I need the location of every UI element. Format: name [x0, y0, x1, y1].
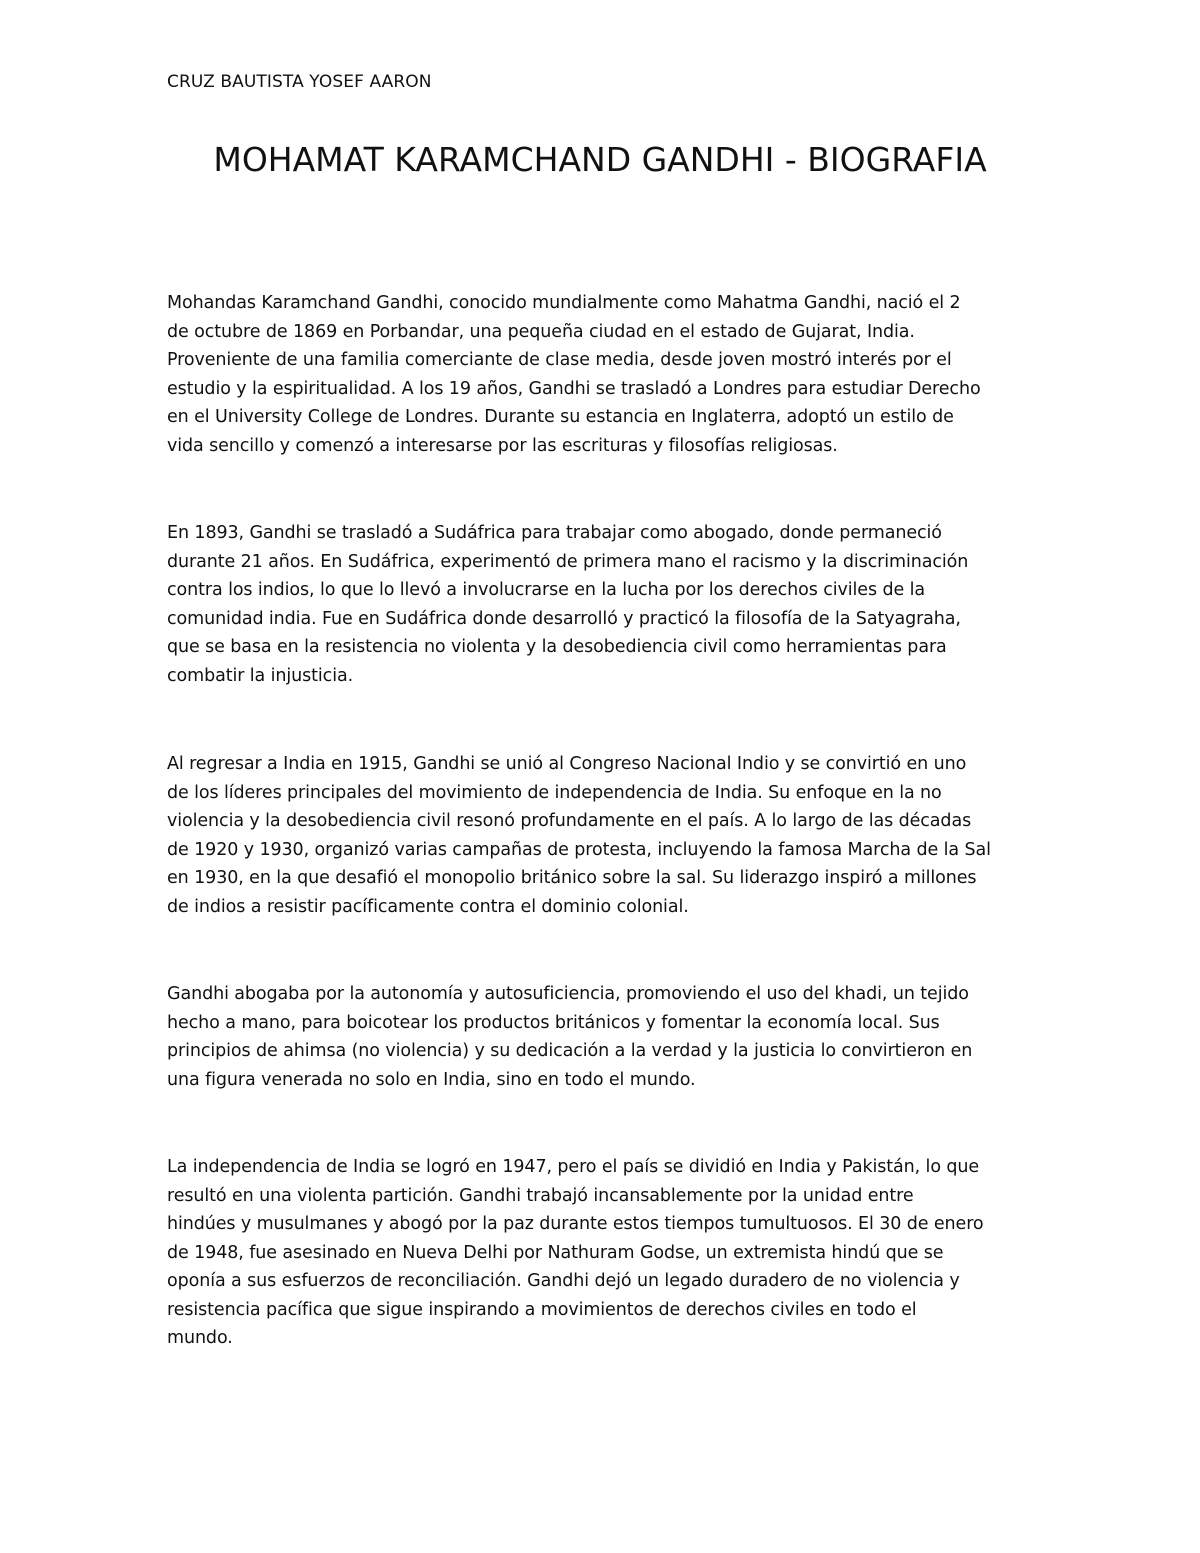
document-title: MOHAMAT KARAMCHAND GANDHI - BIOGRAFIA	[213, 140, 987, 179]
paragraph-line: combatir la injusticia.	[167, 665, 354, 686]
paragraph-line: violencia y la desobediencia civil resonó profundamente en el país. A lo largo de las décadas	[167, 811, 972, 831]
paragraph-line: Proveniente de una familia comerciante de clase media, desde joven mostró interés por el	[167, 350, 952, 370]
paragraph-line: durante 21 años. En Sudáfrica, experimentó de primera mano el racismo y la discriminación	[167, 551, 969, 572]
paragraph-line: una figura venerada no solo en India, sino en todo el mundo.	[167, 1069, 696, 1090]
author-name: CRUZ BAUTISTA YOSEF AARON	[167, 72, 432, 92]
paragraph-line: contra los indios, lo que lo llevó a involucrarse en la lucha por los derechos civiles de la	[167, 580, 925, 600]
paragraph-line: comunidad india. Fue en Sudáfrica donde desarrolló y practicó la filosofía de la Satyagraha,	[167, 608, 961, 629]
paragraph-line: hecho a mano, para boicotear los productos británicos y fomentar la economía local. Sus	[167, 1012, 940, 1033]
paragraph-line: Gandhi abogaba por la autonomía y autosuficiencia, promoviendo el uso del khadi, un tejido	[167, 984, 969, 1004]
paragraph-line: En 1893, Gandhi se trasladó a Sudáfrica para trabajar como abogado, donde permaneció	[167, 523, 942, 543]
paragraph-line: mundo.	[167, 1328, 233, 1348]
paragraph-1	[167, 289, 1047, 460]
paragraph-line: Mohandas Karamchand Gandhi, conocido mundialmente como Mahatma Gandhi, nació el 2	[167, 293, 961, 313]
paragraph-line: La independencia de India se logró en 1947, pero el país se dividió en India y Pakistán, lo que	[167, 1157, 980, 1177]
paragraph-line: de octubre de 1869 en Porbandar, una pequeña ciudad en el estado de Gujarat, India.	[167, 321, 915, 342]
paragraph-line: principios de ahimsa (no violencia) y su dedicación a la verdad y la justicia lo convirtieron en	[167, 1041, 973, 1061]
paragraph-line: estudio y la espiritualidad. A los 19 años, Gandhi se trasladó a Londres para estudiar Derecho	[167, 378, 981, 399]
paragraph-5	[167, 1153, 1047, 1353]
paragraph-3	[167, 750, 1047, 921]
paragraph-line: de 1920 y 1930, organizó varias campañas de protesta, incluyendo la famosa Marcha de la Sal	[167, 839, 991, 860]
paragraph-line: oponía a sus esfuerzos de reconciliación. Gandhi dejó un legado duradero de no violencia y	[167, 1271, 960, 1291]
paragraph-line: de 1948, fue asesinado en Nueva Delhi por Nathuram Godse, un extremista hindú que se	[167, 1242, 944, 1263]
paragraph-2	[167, 519, 1047, 690]
paragraph-line: resultó en una violenta partición. Gandhi trabajó incansablemente por la unidad entre	[167, 1185, 914, 1206]
paragraph-line: resistencia pacífica que sigue inspirando a movimientos de derechos civiles en todo el	[167, 1299, 917, 1320]
paragraph-line: hindúes y musulmanes y abogó por la paz durante estos tiempos tumultuosos. El 30 de enero	[167, 1214, 984, 1234]
paragraph-line: vida sencillo y comenzó a interesarse por las escrituras y filosofías religiosas.	[167, 435, 838, 456]
paragraph-line: Al regresar a India en 1915, Gandhi se unió al Congreso Nacional Indio y se convirtió en uno	[167, 754, 967, 774]
paragraph-line: en el University College de Londres. Durante su estancia en Inglaterra, adoptó un estilo de	[167, 407, 954, 427]
paragraph-line: en 1930, en la que desafió el monopolio británico sobre la sal. Su liderazgo inspiró a millones	[167, 868, 977, 888]
paragraph-line: que se basa en la resistencia no violenta y la desobediencia civil como herramientas para	[167, 637, 947, 657]
paragraph-4	[167, 980, 1047, 1094]
paragraph-line: de los líderes principales del movimiento de independencia de India. Su enfoque en la no	[167, 782, 942, 803]
paragraph-line: de indios a resistir pacíficamente contra el dominio colonial.	[167, 896, 689, 917]
